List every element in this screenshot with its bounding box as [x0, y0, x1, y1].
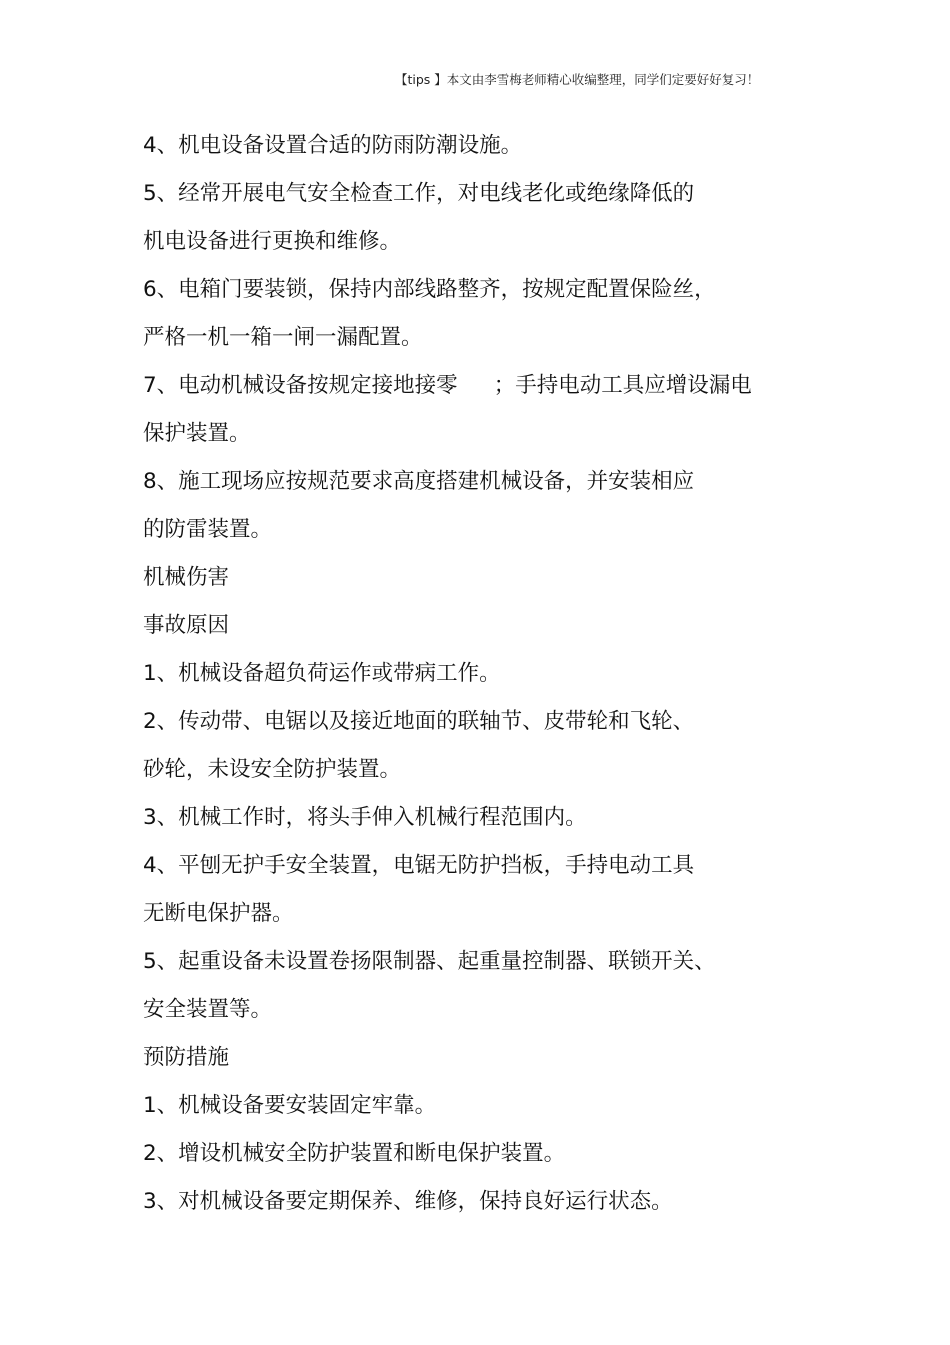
text-line: 安全装置等。 — [143, 997, 273, 1022]
text-line: 保护装置。 — [143, 421, 251, 446]
header-tips-note: 【tips 】本文由李雪梅老师精心收编整理，同学们定要好好复习！ — [395, 72, 760, 87]
text-line: 1、机械设备要安装固定牢靠。 — [143, 1093, 437, 1118]
text-line: 砂轮，未设安全防护装置。 — [143, 757, 402, 782]
text-line: 无断电保护器。 — [143, 901, 294, 926]
text-line: 3、机械工作时，将头手伸入机械行程范围内。 — [143, 805, 587, 830]
section-heading: 机械伤害 — [143, 565, 230, 590]
subsection-heading: 预防措施 — [143, 1045, 230, 1070]
text-line: 4、平刨无护手安全装置，电锯无防护挡板，手持电动工具 — [143, 853, 695, 878]
text-line: 4、机电设备设置合适的防雨防潮设施。 — [143, 133, 523, 158]
text-line: 6、电箱门要装锁，保持内部线路整齐，按规定配置保险丝， — [143, 277, 716, 302]
text-line: 1、机械设备超负荷运作或带病工作。 — [143, 661, 501, 686]
text-line-part: 7、电动机械设备按规定接地接零 — [143, 373, 458, 398]
text-line-part: ；手持电动工具应增设漏电 — [493, 373, 752, 398]
text-line: 5、经常开展电气安全检查工作，对电线老化或绝缘降低的 — [143, 181, 695, 206]
subsection-heading: 事故原因 — [143, 613, 230, 638]
text-line: 2、增设机械安全防护装置和断电保护装置。 — [143, 1141, 566, 1166]
text-line: 3、对机械设备要定期保养、维修，保持良好运行状态。 — [143, 1189, 673, 1214]
text-line: 5、起重设备未设置卷扬限制器、起重量控制器、联锁开关、 — [143, 949, 716, 974]
text-line: 8、施工现场应按规范要求高度搭建机械设备，并安装相应 — [143, 469, 695, 494]
text-line: 2、传动带、电锯以及接近地面的联轴节、皮带轮和飞轮、 — [143, 709, 695, 734]
text-line: 的防雷装置。 — [143, 517, 273, 542]
text-line: 机电设备进行更换和维修。 — [143, 229, 402, 254]
text-line — [143, 375, 752, 397]
text-line: 严格一机一箱一闸一漏配置。 — [143, 325, 423, 350]
